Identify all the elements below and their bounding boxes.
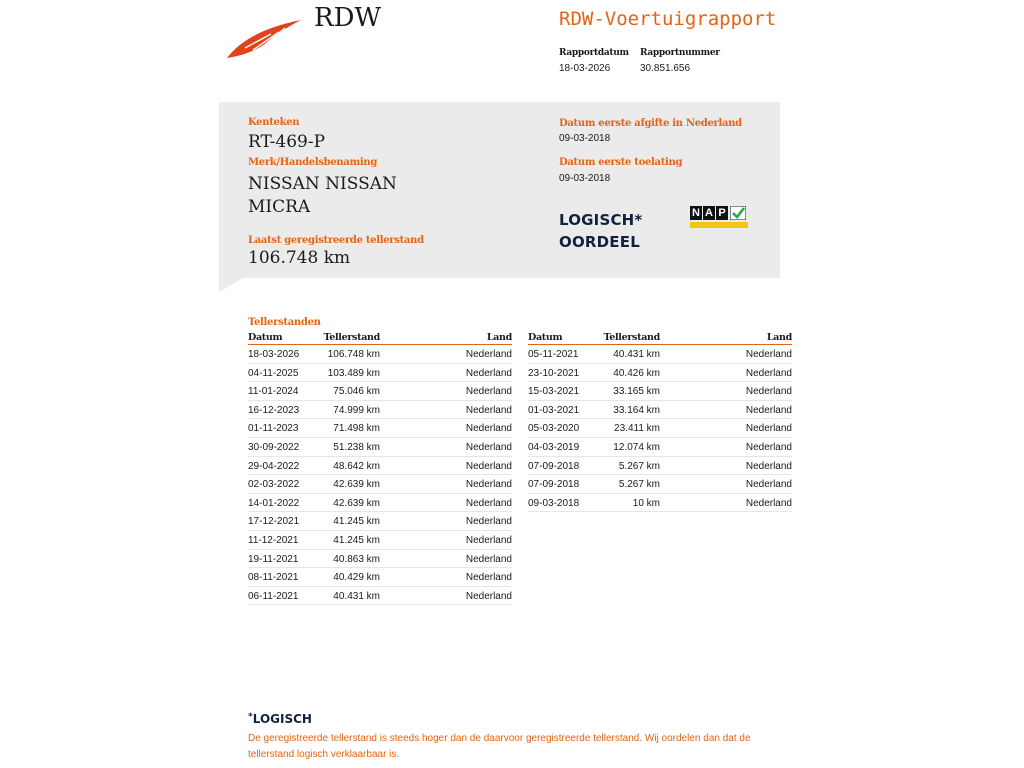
cell-odometer: 103.489 km — [327, 367, 380, 379]
table-row — [528, 364, 792, 383]
cell-country: Nederland — [465, 534, 512, 546]
cell-date: 08-11-2021 — [248, 572, 299, 584]
cell-country: Nederland — [465, 553, 512, 565]
col-header-date: Datum — [248, 332, 283, 343]
make-line-2: MICRA — [248, 197, 311, 217]
first-nl-date: 09-03-2018 — [559, 133, 611, 144]
table-row — [248, 457, 512, 476]
cell-country: Nederland — [465, 460, 512, 472]
cell-odometer: 33.165 km — [613, 386, 660, 398]
cell-odometer: 5.267 km — [618, 460, 660, 472]
nap-yellow-bar — [690, 222, 748, 228]
table-row — [248, 475, 512, 494]
verdict-line-2: OORDEEL — [559, 233, 640, 251]
cell-date: 23-10-2021 — [528, 367, 580, 379]
cell-date: 01-11-2023 — [248, 423, 299, 435]
cell-odometer: 71.498 km — [333, 423, 380, 435]
nap-letter-a: A — [703, 206, 715, 220]
cell-country: Nederland — [465, 386, 512, 398]
plate-label: Kenteken — [248, 117, 300, 128]
report-date: 18-03-2026 — [559, 63, 611, 74]
table-header — [248, 332, 512, 345]
license-plate: RT-469-P — [248, 132, 326, 152]
cell-country: Nederland — [745, 349, 792, 360]
table-row — [528, 438, 792, 457]
table-row — [248, 438, 512, 457]
table-row — [248, 419, 512, 438]
last-odometer: 106.748 km — [248, 248, 351, 268]
cell-odometer: 40.863 km — [333, 553, 380, 565]
cell-date: 17-12-2021 — [248, 516, 300, 528]
table-body — [248, 345, 512, 605]
readings-table-left — [248, 332, 512, 605]
cell-odometer: 23.411 km — [614, 423, 660, 435]
cell-odometer: 5.267 km — [618, 479, 660, 491]
table-row — [528, 419, 792, 438]
cell-country: Nederland — [745, 386, 792, 398]
readings-table-right — [528, 332, 792, 512]
table-row — [248, 512, 512, 531]
nap-verdict — [559, 209, 642, 253]
cell-country: Nederland — [745, 497, 792, 509]
cell-country: Nederland — [745, 404, 792, 416]
cell-date: 05-11-2021 — [528, 349, 579, 360]
cell-odometer: 40.426 km — [613, 367, 660, 379]
cell-date: 15-03-2021 — [528, 386, 580, 398]
cell-country: Nederland — [745, 367, 792, 379]
table-row — [248, 531, 512, 550]
footnote-text: De geregistreerde tellerstand is steeds hoger dan de daarvoor geregistreerde tellerstand. Wij oordelen dan dat de tellerstand logisch verklaarbaar is. — [248, 733, 751, 760]
cell-odometer: 40.431 km — [333, 590, 380, 602]
cell-country: Nederland — [745, 441, 792, 453]
cell-date: 18-03-2026 — [248, 349, 300, 360]
first-nl-label: Datum eerste afgifte in Nederland — [559, 118, 742, 129]
cell-date: 16-12-2023 — [248, 404, 300, 416]
cell-country: Nederland — [465, 479, 512, 491]
table-row — [528, 494, 792, 513]
cell-date: 09-03-2018 — [528, 497, 580, 509]
report-date-label: Rapportdatum — [559, 48, 629, 58]
cell-date: 30-09-2022 — [248, 441, 300, 453]
nap-letter-p: P — [716, 206, 728, 220]
table-row — [248, 550, 512, 569]
make-line-1: NISSAN NISSAN — [248, 174, 397, 194]
report-number: 30.851.656 — [640, 63, 691, 74]
cell-country: Nederland — [745, 479, 792, 491]
table-row — [528, 475, 792, 494]
cell-odometer: 41.245 km — [333, 534, 380, 546]
cell-odometer: 42.639 km — [333, 497, 380, 509]
cell-country: Nederland — [465, 404, 512, 416]
cell-date: 07-09-2018 — [528, 479, 580, 491]
table-header — [528, 332, 792, 345]
brand-name: RDW — [314, 3, 382, 33]
cell-odometer: 40.429 km — [333, 572, 380, 584]
first-admission-label: Datum eerste toelating — [559, 157, 683, 168]
col-header-km: Tellerstand — [323, 332, 380, 343]
cell-odometer: 75.046 km — [333, 386, 380, 398]
cell-date: 05-03-2020 — [528, 423, 580, 435]
cell-country: Nederland — [465, 423, 512, 435]
cell-date: 29-04-2022 — [248, 460, 300, 472]
report-number-label: Rapportnummer — [640, 48, 720, 58]
cell-date: 02-03-2022 — [248, 479, 300, 491]
table-row — [528, 382, 792, 401]
cell-date: 11-01-2024 — [248, 386, 299, 398]
table-row — [248, 568, 512, 587]
footnote-star: * — [248, 712, 253, 722]
cell-country: Nederland — [465, 367, 512, 379]
cell-odometer: 10 km — [632, 497, 660, 509]
cell-date: 07-09-2018 — [528, 460, 580, 472]
footnote-title-text: LOGISCH — [252, 712, 312, 726]
cell-country: Nederland — [745, 423, 792, 435]
cell-odometer: 42.639 km — [333, 479, 380, 491]
cell-country: Nederland — [465, 349, 512, 360]
cell-country: Nederland — [465, 441, 512, 453]
cell-odometer: 40.431 km — [613, 349, 660, 360]
cell-date: 14-01-2022 — [248, 497, 300, 509]
cell-date: 01-03-2021 — [528, 404, 580, 416]
table-row — [528, 401, 792, 420]
checkmark-icon — [730, 206, 746, 220]
table-row — [248, 401, 512, 420]
nap-logo — [689, 206, 749, 230]
panel-tab-corner — [219, 278, 243, 292]
table-row — [248, 345, 512, 364]
nap-letter-n: N — [690, 206, 702, 220]
cell-country: Nederland — [465, 516, 512, 528]
col-header-land: Land — [486, 332, 512, 343]
cell-date: 04-03-2019 — [528, 441, 580, 453]
first-admission-date: 09-03-2018 — [559, 173, 611, 184]
make-label: Merk/Handelsbenaming — [248, 157, 378, 168]
odometer-label: Laatst geregistreerde tellerstand — [248, 235, 424, 246]
table-row — [248, 364, 512, 383]
table-row — [248, 587, 512, 606]
table-row — [528, 345, 792, 364]
cell-odometer: 12.074 km — [613, 441, 660, 453]
cell-country: Nederland — [465, 497, 512, 509]
cell-country: Nederland — [745, 460, 792, 472]
cell-date: 04-11-2025 — [248, 367, 299, 379]
report-title: RDW-Voertuigrapport — [559, 8, 777, 30]
cell-date: 19-11-2021 — [248, 553, 299, 565]
verdict-line-1: LOGISCH* — [559, 211, 643, 229]
cell-odometer: 48.642 km — [333, 460, 380, 472]
rdw-logo — [225, 18, 303, 60]
table-body — [528, 345, 792, 512]
cell-country: Nederland — [465, 572, 512, 584]
cell-odometer: 106.748 km — [327, 349, 380, 360]
cell-date: 06-11-2021 — [248, 590, 299, 602]
cell-odometer: 33.164 km — [613, 404, 660, 416]
table-row — [248, 382, 512, 401]
col-header-date: Datum — [528, 332, 563, 343]
cell-odometer: 41.245 km — [333, 516, 380, 528]
col-header-km: Tellerstand — [603, 332, 660, 343]
col-header-land: Land — [766, 332, 792, 343]
cell-odometer: 74.999 km — [333, 404, 380, 416]
cell-country: Nederland — [465, 590, 512, 602]
cell-date: 11-12-2021 — [248, 534, 299, 546]
table-row — [528, 457, 792, 476]
cell-odometer: 51.238 km — [333, 441, 380, 453]
table-row — [248, 494, 512, 513]
footnote-title — [248, 712, 312, 726]
readings-section-title: Tellerstanden — [248, 317, 321, 328]
